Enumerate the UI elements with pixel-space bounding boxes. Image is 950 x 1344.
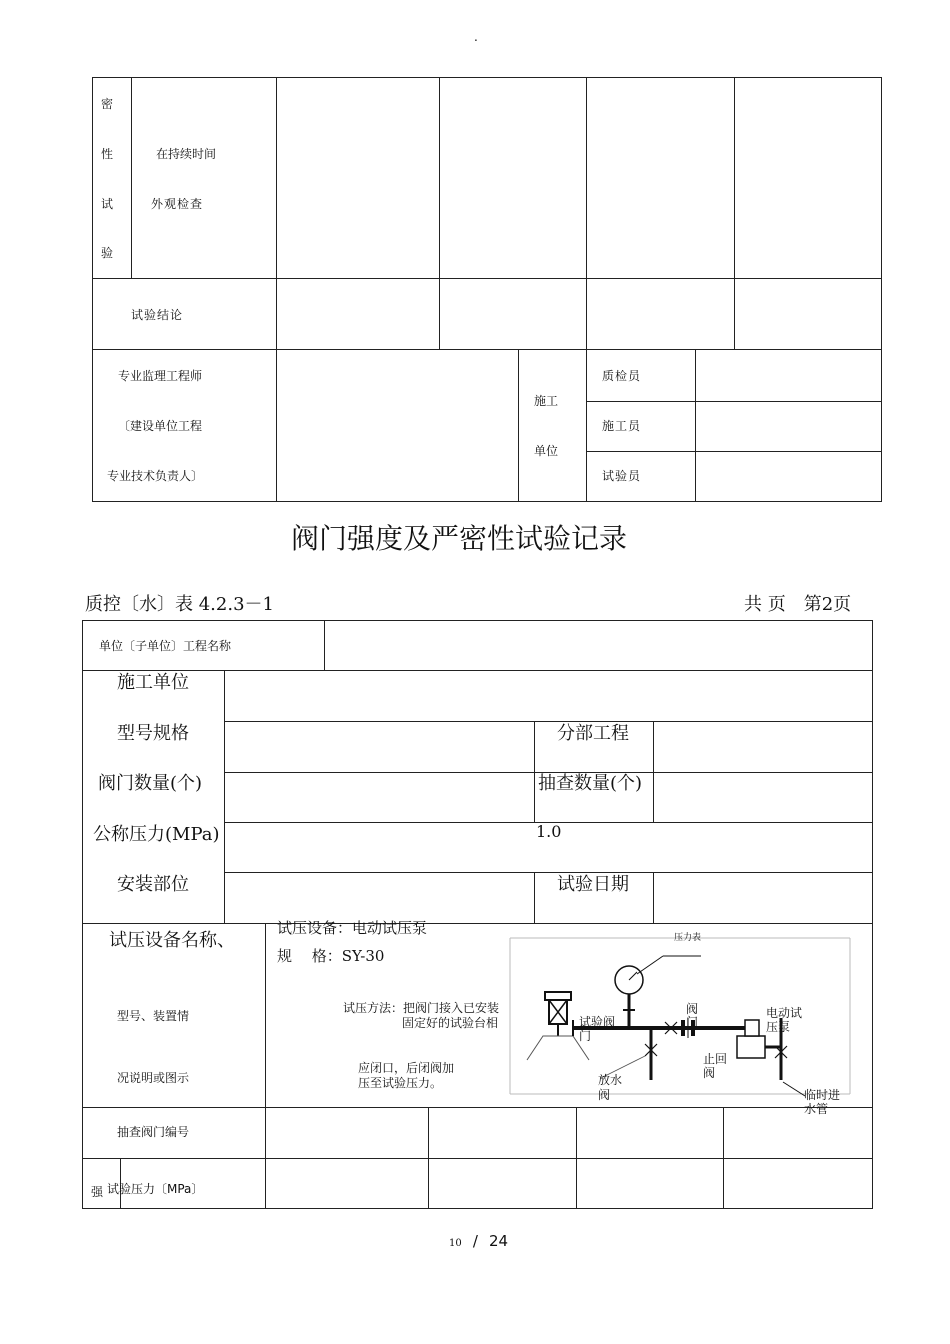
supervisor-label-1: 专业监理工程师	[118, 369, 203, 383]
nominal-pressure-label: 公称压力(MPa)	[93, 824, 220, 845]
drain-valve-label-1: 放水	[598, 1073, 623, 1087]
equipment-spec: 规 格：SY-30	[277, 947, 385, 965]
page-footer	[449, 1231, 508, 1250]
pump-label-2: 压泵	[766, 1020, 791, 1034]
equipment-label-2: 型号、装置情	[117, 1009, 190, 1023]
visual-check-label: 外观检查	[151, 197, 204, 211]
form-code: 质控〔水〕表 4.2.3－1	[85, 594, 274, 615]
total-pages: 24	[488, 1232, 509, 1250]
check-valve-label-2: 阀	[703, 1066, 716, 1080]
model-spec-label: 型号规格	[117, 723, 189, 744]
method-line-1: 试压方法：把阀门接入已安装	[343, 1001, 500, 1015]
valve-label-2: 门	[686, 1015, 699, 1029]
method-line-4: 压至试验压力。	[358, 1076, 443, 1090]
tightness-char-2: 性	[101, 147, 114, 161]
test-valve-label-1: 试验阀	[579, 1015, 616, 1029]
drain-valve-label-2: 阀	[598, 1088, 611, 1102]
strength-label-1: 强	[91, 1185, 104, 1199]
page-info: 共 页 第2页	[744, 594, 852, 615]
project-name-label: 单位〔子单位〕工程名称	[99, 639, 232, 653]
equipment-label-3: 况说明或图示	[117, 1071, 190, 1085]
current-page: 10	[449, 1238, 462, 1249]
sub-project-label: 分部工程	[557, 723, 629, 744]
check-valve-label-1: 止回	[703, 1052, 728, 1066]
supervisor-label-3: 专业技术负责人〕	[107, 469, 204, 483]
sample-valve-no-label: 抽查阀门编号	[117, 1125, 190, 1139]
equipment-name: 试压设备：电动试压泵	[277, 919, 428, 937]
construction-unit-label-2: 单位	[534, 444, 559, 458]
pump-label-1: 电动试	[766, 1006, 803, 1020]
supervisor-label-2: 〔建设单位工程	[118, 419, 203, 433]
valve-count-label: 阀门数量(个)	[98, 773, 203, 794]
tightness-char-3: 试	[101, 197, 114, 211]
gauge-label: 压力表	[674, 933, 702, 943]
test-valve-label-2: 门	[579, 1029, 592, 1043]
nominal-pressure-value: 1.0	[536, 822, 562, 841]
construction-unit-label: 施工单位	[117, 672, 189, 693]
constructor-label: 施工员	[602, 419, 642, 433]
inlet-label-1: 临时进	[804, 1088, 841, 1102]
sample-count-label: 抽查数量(个)	[538, 773, 643, 794]
strength-label-2: 试验压力〔MPa〕	[107, 1182, 204, 1196]
page-separator: /	[472, 1232, 478, 1250]
inlet-label-2: 水管	[804, 1102, 829, 1116]
test-setup-drawing	[505, 932, 855, 1122]
method-line-3: 应闭口，后闭阀加	[358, 1061, 455, 1075]
quality-inspector-label: 质检员	[602, 369, 642, 383]
install-location-label: 安装部位	[117, 874, 189, 895]
page-header-mark: .	[474, 30, 478, 44]
test-date-label: 试验日期	[557, 874, 629, 895]
page-title: 阀门强度及严密性试验记录	[290, 522, 627, 555]
tightness-char-4: 验	[101, 246, 114, 260]
construction-unit-label-1: 施工	[534, 394, 559, 408]
conclusion-label: 试验结论	[131, 308, 184, 322]
tightness-char-1: 密	[101, 97, 114, 111]
method-line-2: 固定好的试验台相	[402, 1016, 499, 1030]
duration-label: 在持续时间	[156, 147, 217, 161]
equipment-label-1: 试压设备名称、	[109, 930, 235, 951]
valve-label-1: 阀	[686, 1002, 699, 1016]
tester-label: 试验员	[602, 469, 642, 483]
